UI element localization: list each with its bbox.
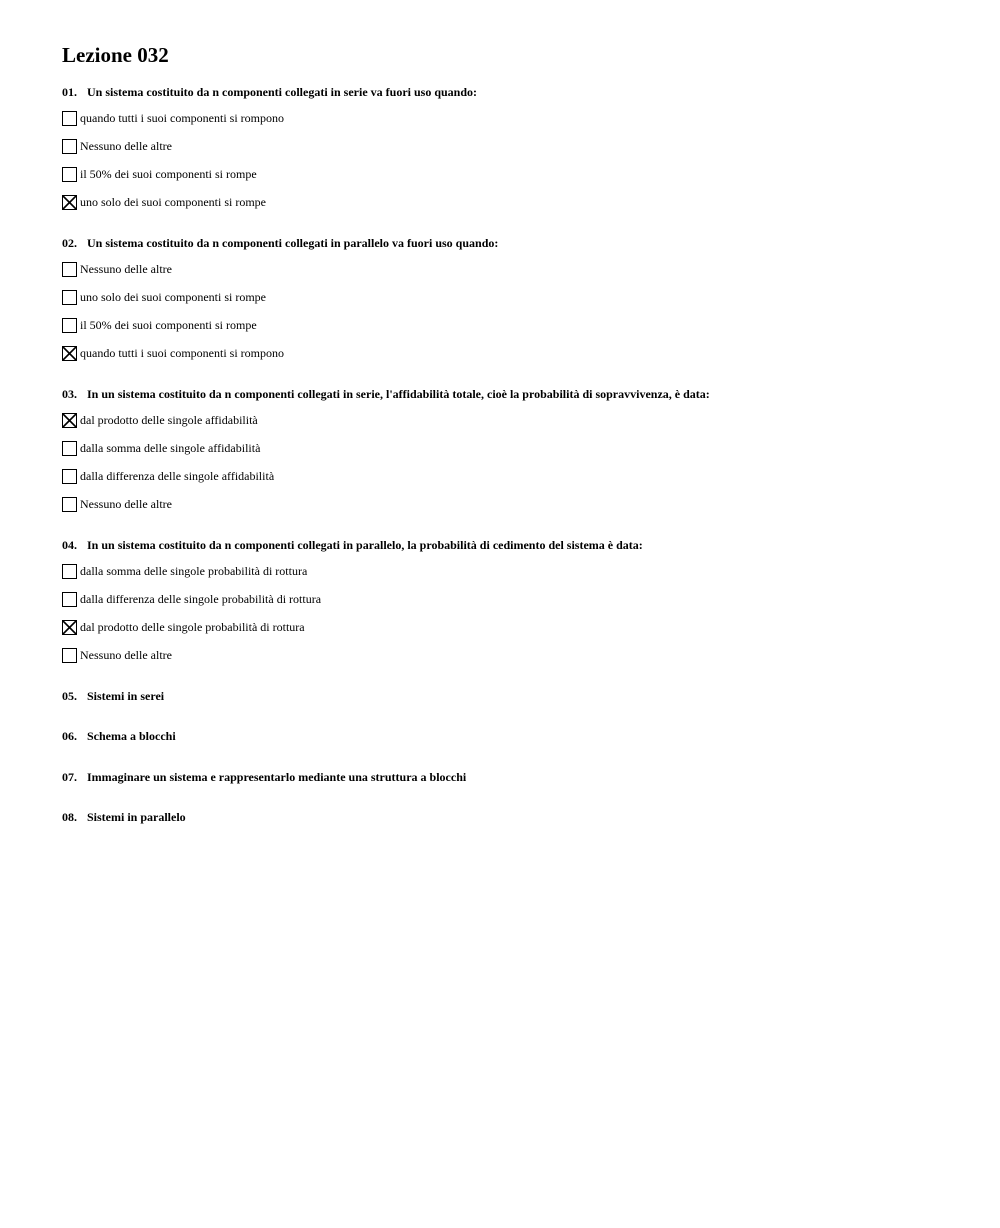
answer-label: dal prodotto delle singole affidabilità <box>80 413 258 427</box>
answer-label: Nessuno delle altre <box>80 648 172 662</box>
question-prompt: In un sistema costituito da n componenti collegati in serie, l'affidabilità totale, cioè la probabilità di sopravvivenza, è data: <box>87 387 710 401</box>
question-prompt: Sistemi in serei <box>87 689 165 703</box>
answer-option[interactable] <box>62 139 962 155</box>
question-prompt: Immaginare un sistema e rappresentarlo mediante una struttura a blocchi <box>87 770 467 784</box>
answer-option[interactable] <box>62 441 962 457</box>
question-01 <box>62 85 962 223</box>
answer-option[interactable] <box>62 620 962 636</box>
page-title: Lezione 032 <box>62 43 169 67</box>
answer-option[interactable] <box>62 167 962 183</box>
question-number: 08. <box>62 810 77 824</box>
checkbox-unchecked[interactable] <box>62 564 77 579</box>
question-number: 06. <box>62 729 77 743</box>
answer-label: dalla differenza delle singole probabilità di rottura <box>80 592 322 606</box>
checkbox-unchecked[interactable] <box>62 318 77 333</box>
answer-option[interactable] <box>62 564 962 580</box>
answer-option[interactable] <box>62 497 962 513</box>
question-number: 04. <box>62 538 77 552</box>
question-text <box>62 770 962 784</box>
check-x-icon <box>63 196 76 209</box>
answer-option[interactable] <box>62 195 962 211</box>
answer-label: dalla differenza delle singole affidabilità <box>80 469 275 483</box>
answer-options <box>62 262 962 362</box>
question-text <box>62 689 962 703</box>
answer-label: dal prodotto delle singole probabilità di rottura <box>80 620 305 634</box>
question-08 <box>62 810 962 824</box>
answer-option[interactable] <box>62 318 962 334</box>
checkbox-unchecked[interactable] <box>62 648 77 663</box>
question-05 <box>62 689 962 703</box>
question-03 <box>62 387 962 525</box>
question-prompt: In un sistema costituito da n componenti collegati in parallelo, la probabilità di cedimento del sistema è data: <box>87 538 643 552</box>
answer-options <box>62 564 962 664</box>
checkbox-unchecked[interactable] <box>62 592 77 607</box>
checkbox-unchecked[interactable] <box>62 441 77 456</box>
question-text <box>62 85 962 99</box>
answer-options <box>62 111 962 211</box>
checkbox-checked[interactable] <box>62 620 77 635</box>
question-number: 05. <box>62 689 77 703</box>
checkbox-unchecked[interactable] <box>62 111 77 126</box>
answer-label: Nessuno delle altre <box>80 139 172 153</box>
question-prompt: Schema a blocchi <box>87 729 176 743</box>
answer-label: dalla somma delle singole affidabilità <box>80 441 261 455</box>
answer-label: dalla somma delle singole probabilità di rottura <box>80 564 308 578</box>
checkbox-unchecked[interactable] <box>62 262 77 277</box>
question-text <box>62 538 962 552</box>
answer-option[interactable] <box>62 262 962 278</box>
check-x-icon <box>63 347 76 360</box>
question-number: 01. <box>62 85 77 99</box>
checkbox-checked[interactable] <box>62 346 77 361</box>
question-06 <box>62 729 962 743</box>
checkbox-unchecked[interactable] <box>62 167 77 182</box>
check-x-icon <box>63 414 76 427</box>
checkbox-unchecked[interactable] <box>62 497 77 512</box>
answer-label: il 50% dei suoi componenti si rompe <box>80 167 257 181</box>
checkbox-unchecked[interactable] <box>62 469 77 484</box>
answer-option[interactable] <box>62 413 962 429</box>
answer-options <box>62 413 962 513</box>
answer-label: quando tutti i suoi componenti si rompono <box>80 346 284 360</box>
answer-option[interactable] <box>62 648 962 664</box>
question-02 <box>62 236 962 374</box>
question-text <box>62 729 962 743</box>
answer-label: uno solo dei suoi componenti si rompe <box>80 195 266 209</box>
checkbox-checked[interactable] <box>62 195 77 210</box>
question-04 <box>62 538 962 676</box>
question-prompt: Sistemi in parallelo <box>87 810 186 824</box>
answer-option[interactable] <box>62 111 962 127</box>
question-number: 07. <box>62 770 77 784</box>
answer-label: Nessuno delle altre <box>80 497 172 511</box>
question-prompt: Un sistema costituito da n componenti collegati in parallelo va fuori uso quando: <box>87 236 499 250</box>
answer-label: Nessuno delle altre <box>80 262 172 276</box>
question-07 <box>62 770 962 784</box>
checkbox-checked[interactable] <box>62 413 77 428</box>
answer-option[interactable] <box>62 346 962 362</box>
question-number: 03. <box>62 387 77 401</box>
question-text <box>62 810 962 824</box>
question-number: 02. <box>62 236 77 250</box>
checkbox-unchecked[interactable] <box>62 290 77 305</box>
answer-option[interactable] <box>62 592 962 608</box>
answer-option[interactable] <box>62 290 962 306</box>
answer-label: il 50% dei suoi componenti si rompe <box>80 318 257 332</box>
question-prompt: Un sistema costituito da n componenti collegati in serie va fuori uso quando: <box>87 85 478 99</box>
question-text <box>62 387 962 401</box>
question-text <box>62 236 962 250</box>
check-x-icon <box>63 621 76 634</box>
answer-label: quando tutti i suoi componenti si rompono <box>80 111 284 125</box>
answer-option[interactable] <box>62 469 962 485</box>
answer-label: uno solo dei suoi componenti si rompe <box>80 290 266 304</box>
checkbox-unchecked[interactable] <box>62 139 77 154</box>
